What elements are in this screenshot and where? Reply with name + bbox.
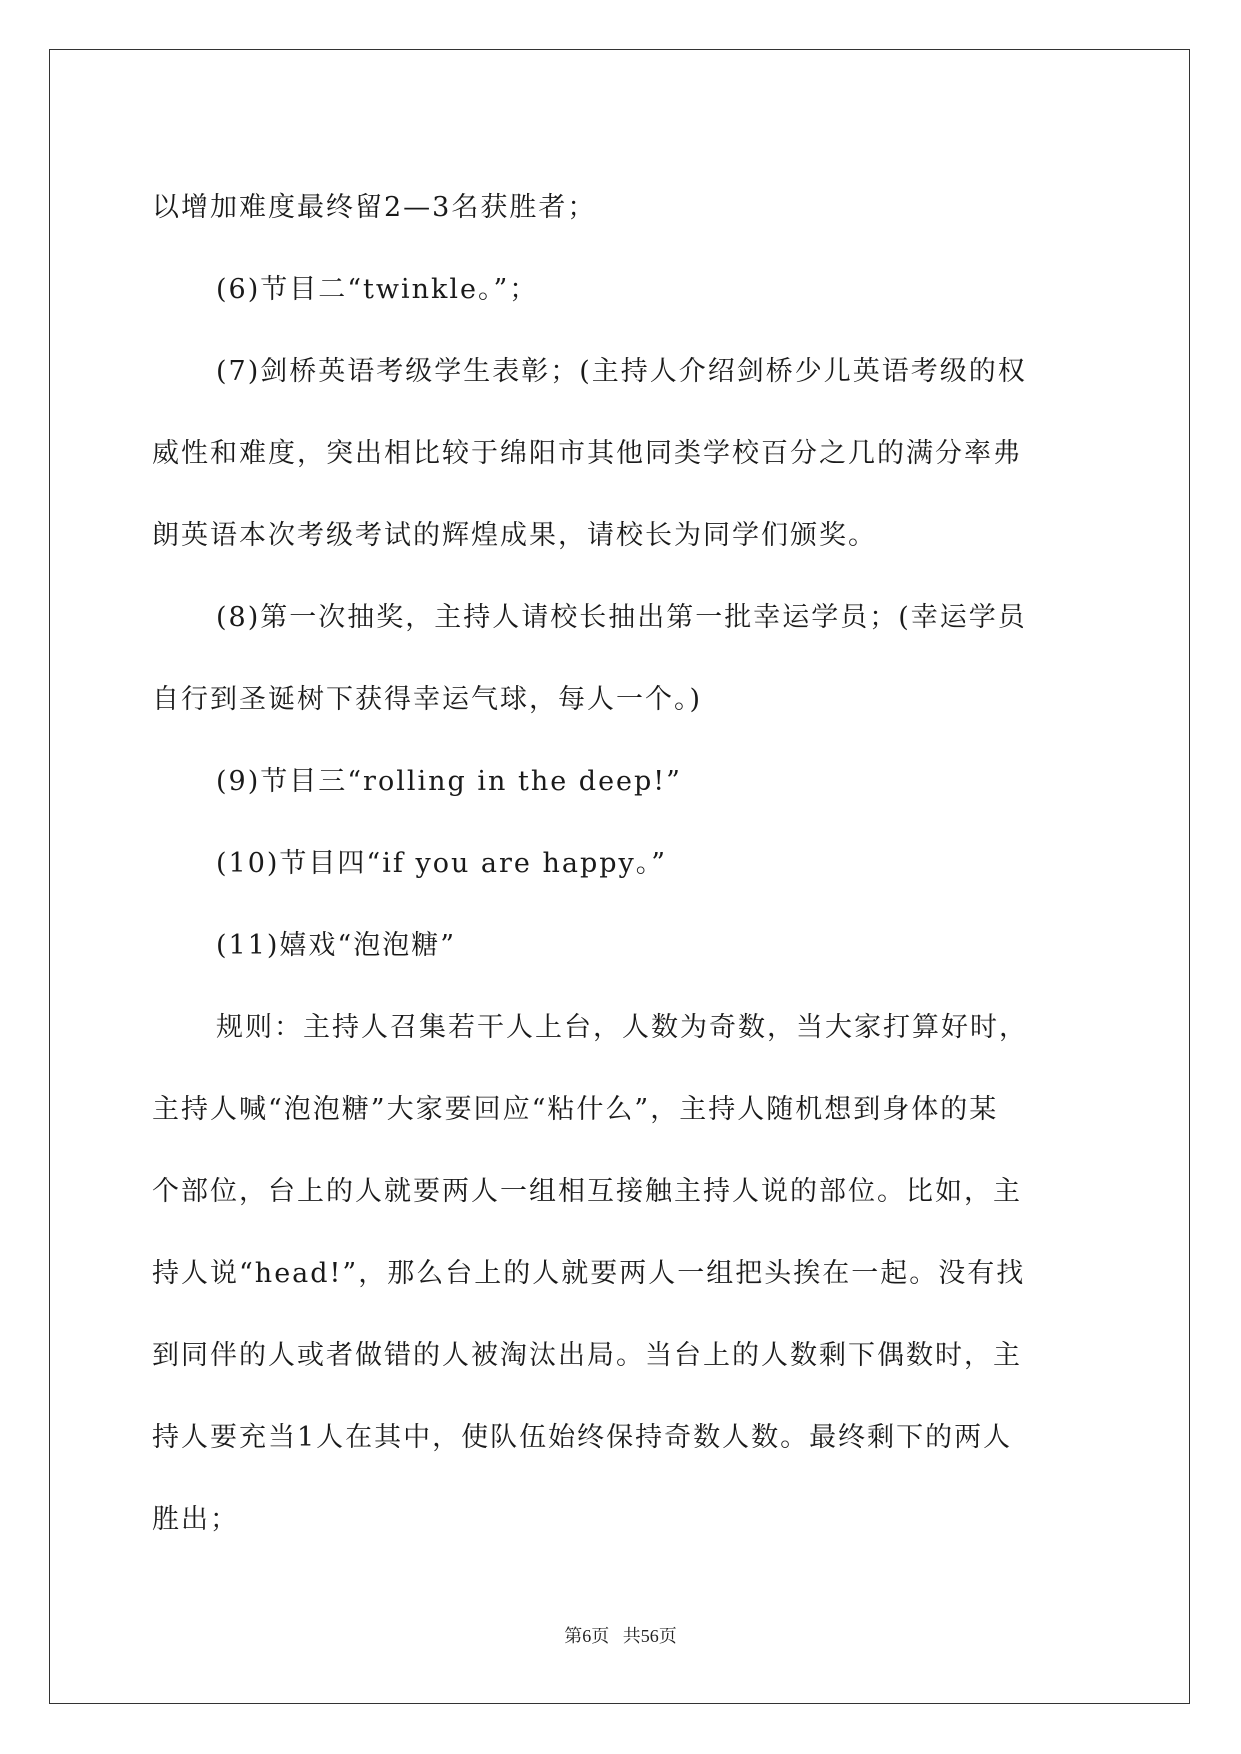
page-footer	[0, 1622, 1241, 1648]
list-item: (6)节目二“twinkle。”；	[216, 274, 539, 305]
page-number: 第6页	[564, 1626, 610, 1646]
text-line: 主持人喊“泡泡糖”大家要回应“粘什么”，主持人随机想到身体的某	[152, 1094, 999, 1125]
list-item: (11)嬉戏“泡泡糖”	[216, 930, 457, 961]
list-item: (8)第一次抽奖，主持人请校长抽出第一批幸运学员；(幸运学员	[216, 602, 1027, 633]
text-line: 到同伴的人或者做错的人被淘汰出局。当台上的人数剩下偶数时，主	[152, 1340, 1022, 1371]
list-item: (9)节目三“rolling in the deep!”	[216, 766, 682, 797]
page-total: 共56页	[622, 1626, 677, 1646]
document-body	[152, 167, 1088, 1561]
rules-paragraph-start: 规则：主持人召集若干人上台，人数为奇数，当大家打算好时，	[216, 1012, 1028, 1043]
text-line: 持人要充当1人在其中，使队伍始终保持奇数人数。最终剩下的两人	[152, 1422, 1013, 1453]
text-line: 胜出；	[152, 1504, 239, 1535]
list-item: (10)节目四“if you are happy。”	[216, 848, 668, 879]
text-line: 朗英语本次考级考试的辉煌成果，请校长为同学们颁奖。	[152, 520, 877, 551]
text-line: 威性和难度，突出相比较于绵阳市其他同类学校百分之几的满分率弗	[152, 438, 1022, 469]
text-line: 以增加难度最终留2—3名获胜者；	[152, 192, 597, 223]
text-line: 持人说“head!”，那么台上的人就要两人一组把头挨在一起。没有找	[152, 1258, 1026, 1289]
list-item: (7)剑桥英语考级学生表彰；(主持人介绍剑桥少儿英语考级的权	[216, 356, 1027, 387]
text-line: 个部位，台上的人就要两人一组相互接触主持人说的部位。比如，主	[152, 1176, 1022, 1207]
text-line: 自行到圣诞树下获得幸运气球，每人一个。)	[152, 684, 703, 715]
